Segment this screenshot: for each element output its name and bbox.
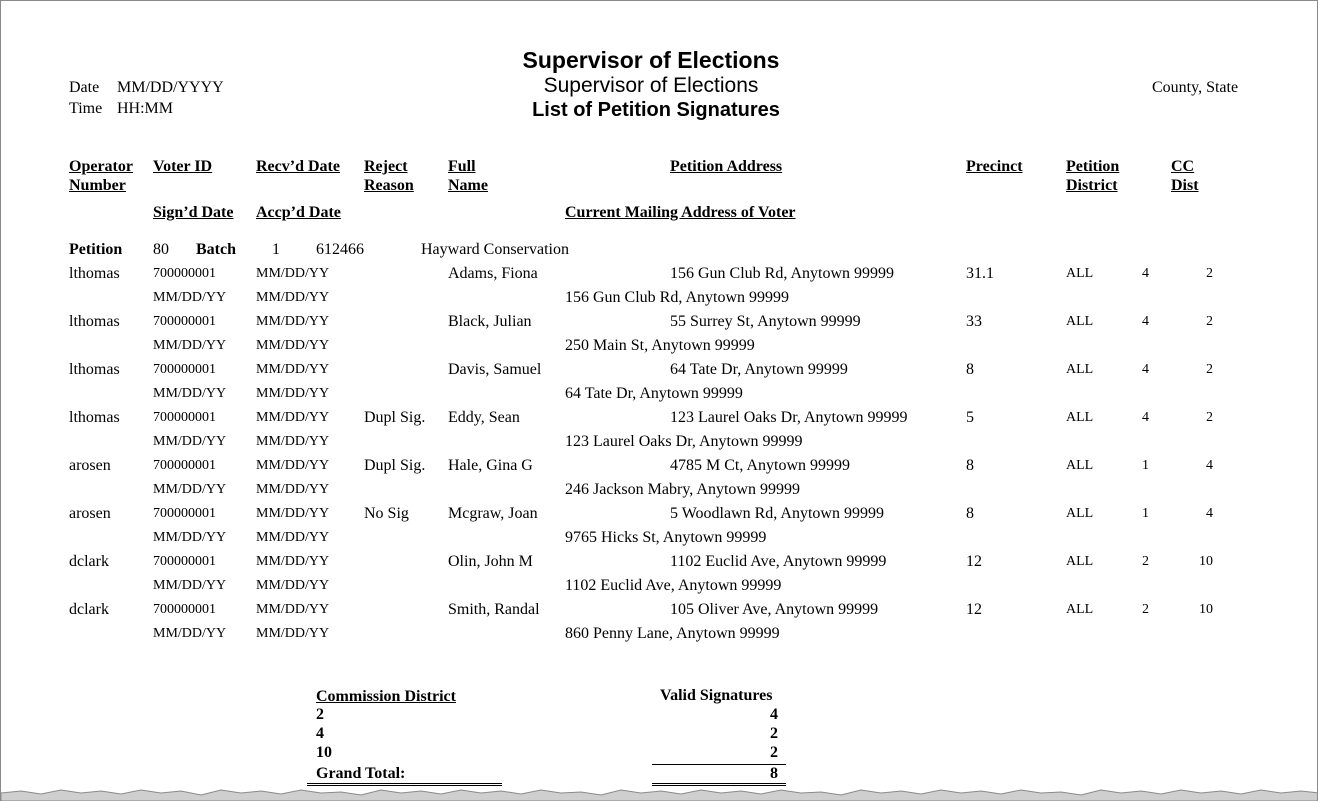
record-recvd-date: MM/DD/YY — [256, 602, 330, 617]
record-mailing-address: 123 Laurel Oaks Dr, Anytown 99999 — [565, 433, 803, 450]
record-petition-district: ALL — [1066, 602, 1094, 617]
record-recvd-date: MM/DD/YY — [256, 266, 330, 281]
record-petition-district: ALL — [1066, 506, 1094, 521]
petition-label: Petition — [69, 241, 123, 258]
record-accpd-date: MM/DD/YY — [256, 290, 330, 305]
record-operator: lthomas — [69, 361, 120, 378]
summary-valid-header: Valid Signatures — [660, 687, 773, 704]
summary-district-header: Commission District — [316, 688, 456, 705]
record-cc-dist: 10 — [1199, 554, 1213, 569]
record-district-number: 4 — [1142, 314, 1149, 329]
record-accpd-date: MM/DD/YY — [256, 338, 330, 353]
record-full-name: Davis, Samuel — [448, 361, 542, 378]
summary-district: 4 — [316, 725, 324, 742]
record-cc-dist: 2 — [1206, 410, 1213, 425]
record-operator: lthomas — [69, 409, 120, 426]
record-recvd-date: MM/DD/YY — [256, 314, 330, 329]
record-petition-address: 64 Tate Dr, Anytown 99999 — [670, 361, 848, 378]
date-label: Date — [69, 79, 100, 96]
record-full-name: Smith, Randal — [448, 601, 540, 618]
header-signd-date: Sign’d Date — [153, 204, 234, 221]
record-signd-date: MM/DD/YY — [153, 626, 227, 641]
record-mailing-address: 1102 Euclid Ave, Anytown 99999 — [565, 577, 782, 594]
record-accpd-date: MM/DD/YY — [256, 530, 330, 545]
record-mailing-address: 250 Main St, Anytown 99999 — [565, 337, 755, 354]
report-title: Supervisor of Elections — [522, 47, 780, 73]
record-recvd-date: MM/DD/YY — [256, 554, 330, 569]
record-precinct: 33 — [966, 313, 982, 330]
header-reject-reason — [364, 157, 414, 195]
record-operator: dclark — [69, 601, 109, 618]
header-petition-address: Petition Address — [670, 158, 783, 175]
record-mailing-address: 246 Jackson Mabry, Anytown 99999 — [565, 481, 800, 498]
record-reject-reason: Dupl Sig. — [364, 457, 426, 474]
record-signd-date: MM/DD/YY — [153, 290, 227, 305]
record-district-number: 2 — [1142, 554, 1149, 569]
record-voter-id: 700000001 — [153, 602, 216, 617]
record-full-name: Mcgraw, Joan — [448, 505, 538, 522]
header-reject-line1: Reject — [364, 158, 408, 175]
record-district-number: 4 — [1142, 362, 1149, 377]
record-operator: lthomas — [69, 265, 120, 282]
batch-id: 612466 — [316, 241, 364, 258]
record-petition-district: ALL — [1066, 554, 1094, 569]
record-accpd-date: MM/DD/YY — [256, 386, 330, 401]
record-petition-district: ALL — [1066, 362, 1094, 377]
record-petition-district: ALL — [1066, 410, 1094, 425]
record-recvd-date: MM/DD/YY — [256, 506, 330, 521]
record-petition-address: 105 Oliver Ave, Anytown 99999 — [670, 601, 879, 618]
record-petition-district: ALL — [1066, 458, 1094, 473]
record-petition-district: ALL — [1066, 266, 1094, 281]
petition-name: Hayward Conservation — [421, 241, 569, 258]
record-cc-dist: 2 — [1206, 362, 1213, 377]
record-voter-id: 700000001 — [153, 506, 216, 521]
record-petition-district: ALL — [1066, 314, 1094, 329]
record-voter-id: 700000001 — [153, 554, 216, 569]
record-signd-date: MM/DD/YY — [153, 434, 227, 449]
header-voter-id: Voter ID — [153, 158, 213, 175]
header-operator-line1: Operator — [69, 158, 133, 175]
record-precinct: 31.1 — [966, 265, 994, 282]
record-voter-id: 700000001 — [153, 266, 216, 281]
summary-valid-count: 2 — [770, 725, 778, 742]
header-operator-number — [69, 157, 133, 195]
record-full-name: Hale, Gina G — [448, 457, 533, 474]
record-operator: arosen — [69, 505, 111, 522]
header-reject-line2: Reason — [364, 177, 414, 194]
record-voter-id: 700000001 — [153, 362, 216, 377]
torn-edge-graphic — [1, 785, 1318, 801]
record-precinct: 8 — [966, 361, 974, 378]
record-full-name: Black, Julian — [448, 313, 532, 330]
summary-district: 2 — [316, 706, 324, 723]
record-mailing-address: 64 Tate Dr, Anytown 99999 — [565, 385, 743, 402]
header-petition-district — [1066, 157, 1119, 195]
record-accpd-date: MM/DD/YY — [256, 578, 330, 593]
record-signd-date: MM/DD/YY — [153, 530, 227, 545]
record-precinct: 12 — [966, 601, 982, 618]
petition-number: 80 — [153, 241, 169, 258]
record-operator: lthomas — [69, 313, 120, 330]
report-subtitle-2: List of Petition Signatures — [532, 99, 780, 121]
record-mailing-address: 860 Penny Lane, Anytown 99999 — [565, 625, 780, 642]
batch-number: 1 — [272, 241, 280, 258]
summary-valid-count: 2 — [770, 744, 778, 761]
header-accpd-date: Accp’d Date — [256, 204, 341, 221]
header-pdist-line1: Petition — [1066, 158, 1120, 175]
grand-total-value: 8 — [770, 765, 778, 782]
record-petition-address: 156 Gun Club Rd, Anytown 99999 — [670, 265, 895, 282]
record-reject-reason: No Sig — [364, 505, 409, 522]
record-signd-date: MM/DD/YY — [153, 338, 227, 353]
record-cc-dist: 2 — [1206, 314, 1213, 329]
header-cc-line1: CC — [1171, 158, 1195, 175]
record-reject-reason: Dupl Sig. — [364, 409, 426, 426]
record-voter-id: 700000001 — [153, 458, 216, 473]
batch-label: Batch — [196, 241, 236, 258]
record-district-number: 1 — [1142, 506, 1149, 521]
time-label: Time — [69, 100, 103, 117]
record-precinct: 12 — [966, 553, 982, 570]
record-accpd-date: MM/DD/YY — [256, 434, 330, 449]
record-operator: arosen — [69, 457, 111, 474]
record-mailing-address: 156 Gun Club Rd, Anytown 99999 — [565, 289, 790, 306]
record-district-number: 4 — [1142, 266, 1149, 281]
header-full-line2: Name — [448, 177, 488, 194]
header-cc-dist — [1171, 157, 1199, 195]
record-district-number: 2 — [1142, 602, 1149, 617]
record-signd-date: MM/DD/YY — [153, 386, 227, 401]
record-precinct: 8 — [966, 457, 974, 474]
record-precinct: 8 — [966, 505, 974, 522]
record-full-name: Adams, Fiona — [448, 265, 538, 282]
county-state: County, State — [1152, 79, 1239, 96]
record-cc-dist: 10 — [1199, 602, 1213, 617]
record-recvd-date: MM/DD/YY — [256, 362, 330, 377]
record-cc-dist: 4 — [1206, 458, 1213, 473]
record-district-number: 4 — [1142, 410, 1149, 425]
record-recvd-date: MM/DD/YY — [256, 458, 330, 473]
summary-district: 10 — [316, 744, 332, 761]
record-petition-address: 123 Laurel Oaks Dr, Anytown 99999 — [670, 409, 908, 426]
record-full-name: Eddy, Sean — [448, 409, 520, 426]
header-pdist-line2: District — [1066, 177, 1118, 194]
record-precinct: 5 — [966, 409, 974, 426]
header-cc-line2: Dist — [1171, 177, 1199, 194]
header-full-name — [448, 157, 488, 195]
report-subtitle: Supervisor of Elections — [543, 74, 759, 97]
record-mailing-address: 9765 Hicks St, Anytown 99999 — [565, 529, 767, 546]
record-signd-date: MM/DD/YY — [153, 482, 227, 497]
record-signd-date: MM/DD/YY — [153, 578, 227, 593]
record-voter-id: 700000001 — [153, 314, 216, 329]
header-recvd-date: Recv’d Date — [256, 158, 340, 175]
record-district-number: 1 — [1142, 458, 1149, 473]
header-full-line1: Full — [448, 158, 476, 175]
record-accpd-date: MM/DD/YY — [256, 482, 330, 497]
time-value: HH:MM — [117, 100, 174, 117]
record-cc-dist: 2 — [1206, 266, 1213, 281]
record-petition-address: 55 Surrey St, Anytown 99999 — [670, 313, 861, 330]
record-petition-address: 5 Woodlawn Rd, Anytown 99999 — [670, 505, 884, 522]
header-precinct: Precinct — [966, 158, 1023, 175]
record-operator: dclark — [69, 553, 109, 570]
summary-valid-count: 4 — [770, 706, 778, 723]
record-cc-dist: 4 — [1206, 506, 1213, 521]
grand-total-label: Grand Total: — [316, 765, 406, 782]
header-operator-line2: Number — [69, 177, 126, 194]
date-value: MM/DD/YYYY — [117, 79, 224, 96]
record-recvd-date: MM/DD/YY — [256, 410, 330, 425]
header-current-mailing: Current Mailing Address of Voter — [565, 204, 796, 221]
record-full-name: Olin, John M — [448, 553, 533, 570]
record-voter-id: 700000001 — [153, 410, 216, 425]
record-accpd-date: MM/DD/YY — [256, 626, 330, 641]
record-petition-address: 1102 Euclid Ave, Anytown 99999 — [670, 553, 887, 570]
record-petition-address: 4785 M Ct, Anytown 99999 — [670, 457, 851, 474]
